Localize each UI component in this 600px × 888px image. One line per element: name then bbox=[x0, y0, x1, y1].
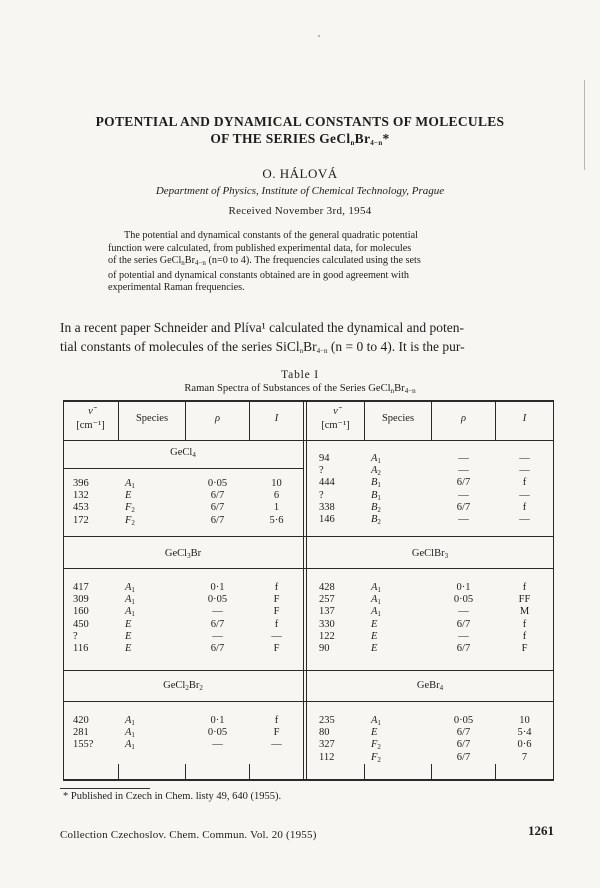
cell-wavenumber: 420 bbox=[73, 715, 89, 726]
header-intensity: I bbox=[522, 413, 527, 424]
title-line-2: OF THE SERIES $GeCl_nBr_{4-n}*$ bbox=[210, 131, 390, 147]
cell-depolarization: 0·1 bbox=[210, 582, 225, 593]
cell-depolarization: 6/7 bbox=[456, 739, 471, 751]
cell-depolarization: — bbox=[212, 630, 223, 642]
cell-species: $A_1$ bbox=[125, 582, 135, 594]
cell-depolarization: 0·1 bbox=[210, 715, 225, 726]
cell-wavenumber: 309 bbox=[73, 594, 89, 606]
cell-wavenumber: 94 bbox=[319, 453, 330, 464]
cell-wavenumber: 137 bbox=[319, 606, 335, 618]
received-date: Received November 3rd, 1954 bbox=[228, 205, 372, 217]
cell-depolarization: 6/7 bbox=[210, 490, 225, 502]
cell-species: $A_1$ bbox=[371, 582, 381, 594]
cell-species: $A_1$ bbox=[125, 478, 135, 490]
cell-intensity: 10 bbox=[271, 478, 282, 489]
cell-wavenumber: 281 bbox=[73, 727, 89, 739]
intro-paragraph bbox=[60, 318, 554, 361]
abstract-line: function were calculated, from published experimental data, for molecules bbox=[108, 242, 412, 254]
abstract-line: of potential and dynamical constants obtained are in good agreement with bbox=[108, 269, 410, 281]
cell-depolarization: 0·05 bbox=[207, 478, 228, 489]
cell-wavenumber: 338 bbox=[319, 501, 335, 513]
cell-species: $A_2$ bbox=[371, 465, 381, 478]
cell-wavenumber: 453 bbox=[73, 502, 89, 514]
cell-species: $F_2$ bbox=[371, 739, 381, 752]
cell-intensity: — bbox=[519, 453, 530, 464]
header-nu: ν̃ bbox=[88, 406, 93, 417]
intro-line: In a recent paper Schneider and Plíva¹ calculated the dynamical and poten- bbox=[60, 320, 464, 335]
cell-species: $A_1$ bbox=[125, 715, 135, 727]
cell-wavenumber: 122 bbox=[319, 630, 335, 642]
abstract bbox=[108, 230, 503, 295]
cell-species: E bbox=[371, 727, 378, 739]
author-affiliation: Department of Physics, Institute of Chemical Technology, Prague bbox=[155, 185, 445, 197]
cell-intensity: f bbox=[522, 477, 527, 489]
group-rule bbox=[63, 536, 554, 537]
cell-species: $B_2$ bbox=[371, 501, 381, 514]
scan-speck bbox=[318, 35, 320, 37]
cell-depolarization: — bbox=[458, 465, 469, 477]
paper-title bbox=[60, 113, 540, 152]
header-intensity: I bbox=[274, 413, 279, 424]
cell-depolarization: 6/7 bbox=[456, 751, 471, 763]
cell-depolarization: — bbox=[458, 453, 469, 464]
cell-intensity: F bbox=[273, 643, 280, 654]
col-rule bbox=[185, 764, 186, 779]
col-rule bbox=[118, 764, 119, 779]
header-rho: ρ bbox=[214, 413, 221, 424]
cell-intensity: f bbox=[274, 582, 279, 593]
cell-intensity: M bbox=[519, 606, 530, 618]
cell-wavenumber: 146 bbox=[319, 514, 335, 525]
group-gecl2br2: $GeCl_2Br_2$ bbox=[163, 680, 203, 692]
cell-intensity: — bbox=[519, 465, 530, 477]
cell-intensity: f bbox=[274, 618, 279, 630]
table-title: Table I bbox=[281, 369, 319, 381]
cell-wavenumber: ? bbox=[319, 489, 324, 501]
cell-wavenumber: ? bbox=[73, 630, 78, 642]
group-rule bbox=[63, 701, 554, 702]
table-border-right bbox=[553, 400, 554, 781]
page-number: 1261 bbox=[528, 823, 554, 838]
group-gecl4: GeCl$_4$ bbox=[170, 447, 196, 459]
cell-intensity: F bbox=[273, 594, 280, 606]
table-caption: Raman Spectra of Substances of the Series $GeCl_nBr_{4-n}$ bbox=[184, 383, 416, 395]
cell-intensity: 0·6 bbox=[517, 739, 532, 751]
header-rule bbox=[63, 440, 554, 441]
footnote: * Published in Czech in Chem. listy 49, 640 (1955). bbox=[63, 791, 282, 802]
cell-depolarization: 0·05 bbox=[453, 715, 474, 726]
cell-intensity: F bbox=[273, 606, 280, 618]
cell-intensity: 6 bbox=[273, 490, 280, 502]
cell-intensity: f bbox=[522, 501, 527, 513]
header-unit: [cm⁻¹] bbox=[76, 420, 105, 431]
col-rule bbox=[364, 764, 365, 779]
cell-species: $A_1$ bbox=[371, 606, 381, 619]
cell-wavenumber: 257 bbox=[319, 594, 335, 606]
cell-species: $A_1$ bbox=[125, 727, 135, 740]
journal-citation: Collection Czechoslov. Chem. Commun. Vol. 20 (1955) bbox=[60, 829, 317, 841]
cell-depolarization: 6/7 bbox=[210, 502, 225, 514]
cell-species: $F_2$ bbox=[125, 502, 135, 515]
cell-species: $B_1$ bbox=[371, 489, 381, 502]
cell-intensity: — bbox=[271, 739, 282, 751]
abstract-line: experimental Raman frequencies. bbox=[108, 282, 245, 294]
title-line-1: POTENTIAL AND DYNAMICAL CONSTANTS OF MOLECULES bbox=[95, 114, 505, 129]
header-nu: ν̃ bbox=[333, 406, 338, 417]
cell-depolarization: 0·05 bbox=[453, 594, 474, 606]
group-rule bbox=[63, 670, 554, 671]
cell-wavenumber: 80 bbox=[319, 727, 330, 739]
cell-depolarization: 6/7 bbox=[456, 727, 471, 739]
col-rule bbox=[495, 764, 496, 779]
cell-depolarization: 6/7 bbox=[210, 643, 225, 654]
cell-species: $A_1$ bbox=[371, 715, 381, 727]
cell-intensity: 1 bbox=[273, 502, 280, 514]
cell-depolarization: — bbox=[458, 489, 469, 501]
cell-species: E bbox=[125, 630, 132, 642]
cell-species: E bbox=[125, 490, 132, 502]
table-center-rule bbox=[306, 400, 307, 781]
cell-wavenumber: 396 bbox=[73, 478, 89, 489]
cell-wavenumber: 444 bbox=[319, 477, 335, 489]
cell-species: E bbox=[371, 630, 378, 642]
cell-species: $F_2$ bbox=[371, 751, 381, 764]
cell-wavenumber: 116 bbox=[73, 643, 89, 654]
cell-wavenumber: 90 bbox=[319, 643, 330, 654]
cell-species: $B_2$ bbox=[371, 514, 381, 526]
col-rule bbox=[249, 764, 250, 779]
cell-intensity: F bbox=[521, 643, 528, 654]
cell-species: $A_1$ bbox=[125, 594, 135, 607]
cell-depolarization: 6/7 bbox=[210, 618, 225, 630]
cell-species: E bbox=[371, 618, 378, 630]
cell-intensity: — bbox=[519, 489, 530, 501]
cell-depolarization: 6/7 bbox=[456, 618, 471, 630]
header-rho: ρ bbox=[460, 413, 467, 424]
cell-intensity: f bbox=[522, 618, 527, 630]
author-name: O. HÁLOVÁ bbox=[262, 166, 338, 181]
header-species: Species bbox=[381, 413, 415, 424]
intro-line: tial constants of molecules of the series $SiCl_nBr_{4-n}$ (n = 0 to 4). It is the pur- bbox=[60, 339, 465, 355]
col-rule bbox=[431, 764, 432, 779]
cell-intensity: F bbox=[273, 727, 280, 739]
group-rule bbox=[63, 468, 303, 469]
cell-species: $A_1$ bbox=[371, 453, 381, 465]
cell-wavenumber: 450 bbox=[73, 618, 89, 630]
table-center-rule bbox=[303, 400, 304, 781]
cell-species: $B_1$ bbox=[371, 477, 381, 490]
table-border-bottom bbox=[63, 779, 554, 781]
cell-depolarization: — bbox=[458, 606, 469, 618]
cell-intensity: 7 bbox=[521, 751, 528, 763]
cell-wavenumber: 327 bbox=[319, 739, 335, 751]
cell-depolarization: — bbox=[458, 514, 469, 525]
group-gecl3br: GeCl$_3$Br bbox=[164, 548, 202, 560]
group-geclbr3: GeClBr$_3$ bbox=[411, 548, 449, 560]
cell-depolarization: 6/7 bbox=[210, 514, 225, 526]
cell-intensity: 10 bbox=[519, 715, 530, 726]
cell-wavenumber: 155? bbox=[73, 739, 94, 751]
cell-depolarization: 6/7 bbox=[456, 643, 471, 654]
cell-depolarization: — bbox=[458, 630, 469, 642]
cell-species: $A_1$ bbox=[125, 739, 135, 752]
cell-depolarization: 0·05 bbox=[207, 727, 228, 739]
raman-spectra-table bbox=[63, 400, 554, 781]
header-species: Species bbox=[135, 413, 169, 424]
cell-intensity: FF bbox=[518, 594, 531, 606]
cell-depolarization: 6/7 bbox=[456, 477, 471, 489]
cell-depolarization: 0·05 bbox=[207, 594, 228, 606]
cell-wavenumber: 330 bbox=[319, 618, 335, 630]
cell-wavenumber: 235 bbox=[319, 715, 335, 726]
cell-wavenumber: 160 bbox=[73, 606, 89, 618]
cell-intensity: — bbox=[271, 630, 282, 642]
cell-depolarization: — bbox=[212, 739, 223, 751]
abstract-line: of the series $GeCl_nBr_{4-n}$ (n=0 to 4). The frequencies calculated using the sets bbox=[108, 255, 421, 268]
table-border-top bbox=[63, 400, 554, 402]
cell-wavenumber: 112 bbox=[319, 751, 335, 763]
cell-wavenumber: ? bbox=[319, 465, 324, 477]
abstract-line: The potential and dynamical constants of the general quadratic potential bbox=[124, 230, 418, 241]
cell-intensity: f bbox=[274, 715, 279, 726]
cell-species: E bbox=[125, 618, 132, 630]
scan-edge bbox=[584, 80, 585, 170]
cell-wavenumber: 428 bbox=[319, 582, 335, 593]
cell-species: $F_2$ bbox=[125, 514, 135, 527]
cell-wavenumber: 132 bbox=[73, 490, 89, 502]
cell-depolarization: 6/7 bbox=[456, 501, 471, 513]
cell-wavenumber: 417 bbox=[73, 582, 89, 593]
cell-intensity: 5·6 bbox=[269, 514, 284, 526]
cell-wavenumber: 172 bbox=[73, 514, 89, 526]
cell-intensity: 5·4 bbox=[517, 727, 532, 739]
group-gebr4: GeBr$_4$ bbox=[416, 680, 444, 692]
header-unit: [cm⁻¹] bbox=[321, 420, 350, 431]
cell-intensity: — bbox=[519, 514, 530, 525]
cell-depolarization: — bbox=[212, 606, 223, 618]
cell-depolarization: 0·1 bbox=[456, 582, 471, 593]
cell-species: $A_1$ bbox=[125, 606, 135, 619]
cell-species: E bbox=[125, 643, 132, 654]
group-rule bbox=[63, 568, 554, 569]
cell-intensity: f bbox=[522, 582, 527, 593]
cell-species: E bbox=[371, 643, 378, 654]
footnote-rule bbox=[60, 788, 150, 789]
cell-intensity: f bbox=[522, 630, 527, 642]
cell-species: $A_1$ bbox=[371, 594, 381, 607]
